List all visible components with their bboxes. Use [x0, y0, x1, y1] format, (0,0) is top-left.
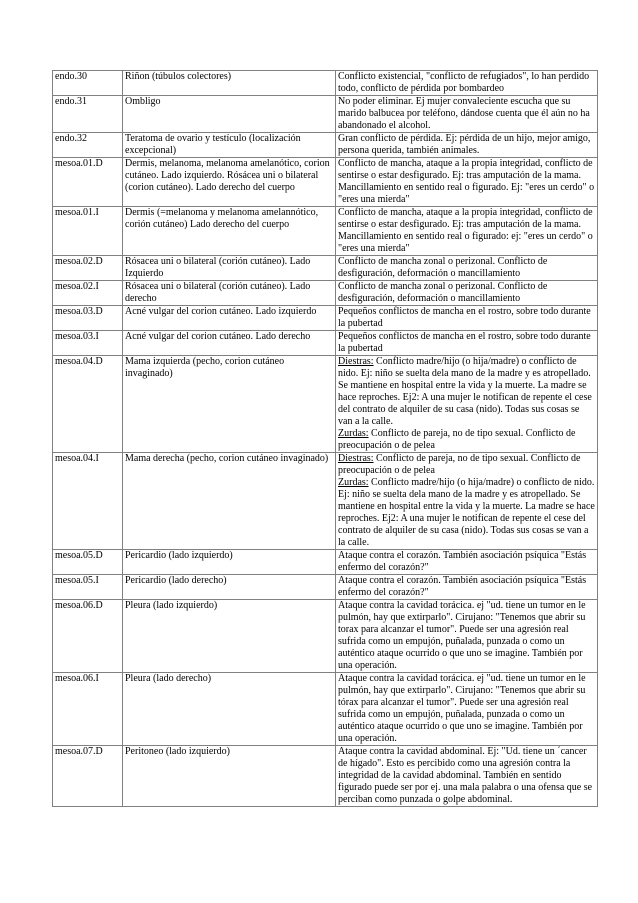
code-cell: mesoa.03.I: [53, 331, 123, 356]
table-row: [53, 746, 598, 807]
table-row: [53, 575, 598, 600]
conflict-text: Conflicto de pareja, no de tipo sexual. Conflicto de preocupación o de pelea: [338, 453, 581, 476]
organ-cell: Ombligo: [123, 96, 336, 133]
table-row: [53, 158, 598, 207]
conflict-cell: [336, 453, 598, 550]
code-cell: mesoa.03.D: [53, 306, 123, 331]
table-row: [53, 600, 598, 673]
organ-cell: Teratoma de ovario y testículo (localización excepcional): [123, 133, 336, 158]
organ-cell: Mama derecha (pecho, corion cutáneo invaginado): [123, 453, 336, 550]
code-cell: mesoa.04.D: [53, 356, 123, 453]
conflict-cell: Ataque contra la cavidad torácica. ej "ud. tiene un tumor en le pulmón, hay que extirparlo". Cirujano: "Tenemos que abrir su torax para alcanzar el tumor". Puede ser una agresión real sufrida como un empujón, puñalada, punzada o como un auténtico ataque ocurrido o que uno se imagine. También por una operación.: [336, 600, 598, 673]
code-cell: mesoa.05.I: [53, 575, 123, 600]
table-row: [53, 281, 598, 306]
conflict-cell: Gran conflicto de pérdida. Ej: pérdida de un hijo, mejor amigo, persona querida, también animales.: [336, 133, 598, 158]
code-cell: mesoa.07.D: [53, 746, 123, 807]
organ-cell: Pleura (lado derecho): [123, 673, 336, 746]
table-row: [53, 256, 598, 281]
conflict-paragraph: [338, 453, 595, 477]
conflict-cell: No poder eliminar. Ej mujer convaleciente escucha que su marido balbucea por teléfono, dándose cuenta que él aún no ha abandonado el alcohol.: [336, 96, 598, 133]
conflict-table: [52, 70, 598, 807]
code-cell: mesoa.02.I: [53, 281, 123, 306]
table-row: [53, 207, 598, 256]
conflict-cell: Conflicto de mancha, ataque a la propia integridad, conflicto de sentirse o estar desfigurado. Ej: tras amputación de la mama. Mancillamiento en sentido real o figurado. Ej: "eres un cerdo" o "eres una mierda": [336, 158, 598, 207]
conflict-paragraph: [338, 428, 595, 452]
conflict-table-body: [53, 71, 598, 807]
organ-cell: Rósacea uni o bilateral (corión cutáneo). Lado derecho: [123, 281, 336, 306]
conflict-cell: Pequeños conflictos de mancha en el rostro, sobre todo durante la pubertad: [336, 331, 598, 356]
organ-cell: Acné vulgar del corion cutáneo. Lado derecho: [123, 331, 336, 356]
conflict-cell: Ataque contra la cavidad abdominal. Ej: "Ud. tiene un ´cancer de hígado". Esto es percibido como una agresión contra la integridad de la cavidad abdominal. También en sentido figurado puede ser por ej. una mala palabra o una ofensa que se perciban como punzada o golpe abdominal.: [336, 746, 598, 807]
conflict-paragraph: [338, 356, 595, 428]
handedness-label: Diestras:: [338, 453, 374, 464]
code-cell: mesoa.02.D: [53, 256, 123, 281]
table-row: [53, 96, 598, 133]
table-row: [53, 673, 598, 746]
organ-cell: Rósacea uni o bilateral (corión cutáneo). Lado Izquierdo: [123, 256, 336, 281]
organ-cell: Mama izquierda (pecho, corion cutáneo invaginado): [123, 356, 336, 453]
organ-cell: Riñon (túbulos colectores): [123, 71, 336, 96]
table-row: [53, 356, 598, 453]
organ-cell: Pleura (lado izquierdo): [123, 600, 336, 673]
table-row: [53, 550, 598, 575]
conflict-cell: [336, 356, 598, 453]
conflict-cell: Conflicto de mancha, ataque a la propia integridad, conflicto de sentirse o estar desfigurado. Ej: tras amputación de la mama. Mancillamiento en sentido real o figurado: ej: "eres un cerdo" o "eres una mierda": [336, 207, 598, 256]
code-cell: mesoa.06.I: [53, 673, 123, 746]
organ-cell: Dermis (=melanoma y melanoma amelannótico, corión cutáneo) Lado derecho del cuerpo: [123, 207, 336, 256]
code-cell: mesoa.01.D: [53, 158, 123, 207]
conflict-cell: Ataque contra el corazón. También asociación psíquica "Estás enfermo del corazón?": [336, 575, 598, 600]
conflict-paragraph: [338, 477, 595, 549]
code-cell: endo.30: [53, 71, 123, 96]
code-cell: endo.31: [53, 96, 123, 133]
code-cell: mesoa.01.I: [53, 207, 123, 256]
organ-cell: Dermis, melanoma, melanoma amelanótico, corion cutáneo. Lado izquierdo. Rósácea uni o bilateral (corion cutáneo). Lado derecho del cuerpo: [123, 158, 336, 207]
handedness-label: Diestras:: [338, 356, 374, 367]
table-row: [53, 331, 598, 356]
conflict-text: Conflicto madre/hijo (o hija/madre) o conflicto de nido. Ej: niño se suelta dela mano de la madre y es atropellado. Se mantiene en hospital entre la vida y la muerte. La madre se hace reproches. Ej2: A una mujer le notifican de repente el cese del contrato de alquiler de su casa (nido). Todas sus cosas se van a la calle.: [338, 477, 595, 548]
code-cell: mesoa.06.D: [53, 600, 123, 673]
conflict-cell: Conflicto existencial, "conflicto de refugiados", lo han perdido todo, conflicto de pérdida por bombardeo: [336, 71, 598, 96]
conflict-cell: Conflicto de mancha zonal o perizonal. Conflicto de desfiguración, deformación o mancillamiento: [336, 281, 598, 306]
conflict-cell: Pequeños conflictos de mancha en el rostro, sobre todo durante la pubertad: [336, 306, 598, 331]
conflict-text: Conflicto de pareja, no de tipo sexual. Conflicto de preocupación o de pelea: [338, 428, 576, 451]
organ-cell: Pericardio (lado izquierdo): [123, 550, 336, 575]
table-row: [53, 133, 598, 158]
conflict-text: Conflicto madre/hijo (o hija/madre) o conflicto de nido. Ej: niño se suelta dela mano de la madre y es atropellado. Se mantiene en hospital entre la vida y la muerte. La madre se hace reproches. Ej2: A una mujer le notifican de repente el cese del contrato de alquiler de su casa (nido). Todas sus cosas se van a la calle.: [338, 356, 592, 427]
code-cell: mesoa.04.I: [53, 453, 123, 550]
handedness-label: Zurdas:: [338, 477, 369, 488]
code-cell: endo.32: [53, 133, 123, 158]
organ-cell: Acné vulgar del corion cutáneo. Lado izquierdo: [123, 306, 336, 331]
table-row: [53, 453, 598, 550]
organ-cell: Pericardio (lado derecho): [123, 575, 336, 600]
conflict-cell: Ataque contra la cavidad torácica. ej "ud. tiene un tumor en le pulmón, hay que extirparlo". Cirujano: "Tenemos que abrir su tórax para alcanzar el tumor". Puede ser una agresión real sufrida como un empujón, puñalada, punzada o como un auténtico ataque ocurrido o que uno se imagine. También por una operación.: [336, 673, 598, 746]
handedness-label: Zurdas:: [338, 428, 369, 439]
organ-cell: Peritoneo (lado izquierdo): [123, 746, 336, 807]
code-cell: mesoa.05.D: [53, 550, 123, 575]
conflict-cell: Conflicto de mancha zonal o perizonal. Conflicto de desfiguración, deformación o mancillamiento: [336, 256, 598, 281]
table-row: [53, 306, 598, 331]
table-row: [53, 71, 598, 96]
conflict-cell: Ataque contra el corazón. También asociación psíquica "Estás enfermo del corazón?": [336, 550, 598, 575]
